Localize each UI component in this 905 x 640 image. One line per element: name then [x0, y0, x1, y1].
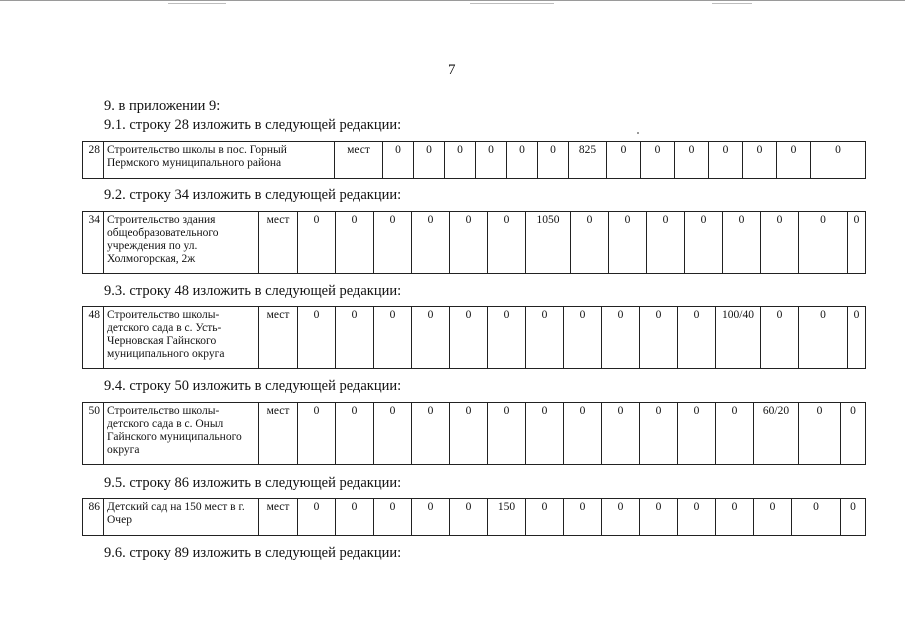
value-cell: 0 — [412, 499, 450, 536]
value-cell: 825 — [569, 142, 607, 179]
value-cell: 60/20 — [754, 403, 799, 465]
value-cell: 0 — [450, 212, 488, 274]
value-cell: 0 — [723, 212, 761, 274]
value-cell: 0 — [564, 307, 602, 369]
value-cell: 0 — [412, 403, 450, 465]
object-name: Строительство школы-детского сада в с. Оныл Гайнского муниципального округа — [104, 403, 259, 465]
value-cell: 0 — [754, 499, 792, 536]
unit-cell: мест — [259, 307, 298, 369]
value-cell: 0 — [445, 142, 476, 179]
value-cell: 0 — [564, 403, 602, 465]
value-cell: 0 — [488, 403, 526, 465]
value-cell: 0 — [716, 499, 754, 536]
value-cell: 0 — [412, 212, 450, 274]
value-cell: 0 — [383, 142, 414, 179]
value-cell: 0 — [374, 307, 412, 369]
scan-mark — [168, 3, 226, 4]
section-heading: 9.4. строку 50 изложить в следующей редакции: — [104, 378, 402, 394]
data-table — [82, 306, 866, 369]
row-number: 86 — [83, 499, 104, 536]
value-cell: 0 — [761, 307, 799, 369]
unit-cell: мест — [259, 403, 298, 465]
value-cell: 0 — [414, 142, 445, 179]
value-cell: 0 — [374, 499, 412, 536]
value-cell: 0 — [640, 307, 678, 369]
row-number: 34 — [83, 212, 104, 274]
value-cell: 0 — [298, 403, 336, 465]
unit-cell: мест — [259, 212, 298, 274]
value-cell: 0 — [841, 403, 866, 465]
value-cell: 0 — [298, 307, 336, 369]
value-cell: 0 — [602, 403, 640, 465]
value-cell: 0 — [298, 212, 336, 274]
value-cell: 0 — [675, 142, 709, 179]
value-cell: 0 — [716, 403, 754, 465]
value-cell: 0 — [709, 142, 743, 179]
object-name: Детский сад на 150 мест в г. Очер — [104, 499, 259, 536]
value-cell: 0 — [336, 403, 374, 465]
data-table — [82, 141, 866, 179]
table-row — [83, 142, 866, 179]
value-cell: 0 — [450, 499, 488, 536]
value-cell: 0 — [678, 307, 716, 369]
object-name: Строительство школы в пос. Горный Пермского муниципального района — [104, 142, 335, 179]
value-cell: 0 — [761, 212, 799, 274]
scan-top-edge — [0, 0, 905, 1]
value-cell: 0 — [792, 499, 841, 536]
value-cell: 0 — [811, 142, 866, 179]
data-table — [82, 211, 866, 274]
value-cell: 1050 — [526, 212, 571, 274]
value-cell: 0 — [848, 212, 866, 274]
value-cell: 0 — [678, 403, 716, 465]
value-cell: 0 — [799, 212, 848, 274]
value-cell: 0 — [488, 212, 526, 274]
data-table — [82, 402, 866, 465]
value-cell: 0 — [450, 403, 488, 465]
value-cell: 0 — [564, 499, 602, 536]
value-cell: 0 — [298, 499, 336, 536]
value-cell: 0 — [647, 212, 685, 274]
value-cell: 0 — [488, 307, 526, 369]
value-cell: 0 — [526, 499, 564, 536]
value-cell: 0 — [571, 212, 609, 274]
unit-cell: мест — [335, 142, 383, 179]
row-number: 50 — [83, 403, 104, 465]
section-heading: 9.3. строку 48 изложить в следующей редакции: — [104, 283, 402, 299]
value-cell: 0 — [609, 212, 647, 274]
value-cell: 0 — [507, 142, 538, 179]
value-cell: 0 — [602, 307, 640, 369]
section-heading: 9.2. строку 34 изложить в следующей редакции: — [104, 187, 402, 203]
section-heading: 9.1. строку 28 изложить в следующей редакции: — [104, 117, 402, 133]
value-cell: 0 — [374, 403, 412, 465]
value-cell: 0 — [640, 499, 678, 536]
value-cell: 0 — [848, 307, 866, 369]
value-cell: 0 — [526, 307, 564, 369]
row-number: 48 — [83, 307, 104, 369]
page-number: 7 — [448, 62, 456, 78]
section-heading: 9.5. строку 86 изложить в следующей редакции: — [104, 475, 402, 491]
value-cell: 0 — [476, 142, 507, 179]
value-cell: 0 — [841, 499, 866, 536]
unit-cell: мест — [259, 499, 298, 536]
scan-dot — [637, 132, 639, 134]
value-cell: 0 — [685, 212, 723, 274]
value-cell: 0 — [336, 307, 374, 369]
value-cell: 0 — [799, 307, 848, 369]
scan-mark — [470, 3, 554, 4]
section-heading: 9.6. строку 89 изложить в следующей редакции: — [104, 545, 402, 561]
value-cell: 0 — [450, 307, 488, 369]
value-cell: 0 — [678, 499, 716, 536]
value-cell: 0 — [412, 307, 450, 369]
value-cell: 0 — [336, 212, 374, 274]
table-row — [83, 212, 866, 274]
table-row — [83, 499, 866, 536]
value-cell: 0 — [799, 403, 841, 465]
value-cell: 0 — [336, 499, 374, 536]
value-cell: 0 — [607, 142, 641, 179]
table-row — [83, 403, 866, 465]
value-cell: 0 — [640, 403, 678, 465]
row-number: 28 — [83, 142, 104, 179]
value-cell: 150 — [488, 499, 526, 536]
intro-paragraph: 9. в приложении 9: — [104, 98, 221, 114]
scan-mark — [712, 3, 752, 4]
table-row — [83, 307, 866, 369]
value-cell: 0 — [602, 499, 640, 536]
value-cell: 0 — [641, 142, 675, 179]
value-cell: 100/40 — [716, 307, 761, 369]
value-cell: 0 — [743, 142, 777, 179]
value-cell: 0 — [526, 403, 564, 465]
data-table — [82, 498, 866, 536]
object-name: Строительство школы-детского сада в с. Усть-Черновская Гайнского муниципального округа — [104, 307, 259, 369]
object-name: Строительство здания общеобразовательного учреждения по ул. Холмогорская, 2ж — [104, 212, 259, 274]
value-cell: 0 — [374, 212, 412, 274]
value-cell: 0 — [777, 142, 811, 179]
value-cell: 0 — [538, 142, 569, 179]
